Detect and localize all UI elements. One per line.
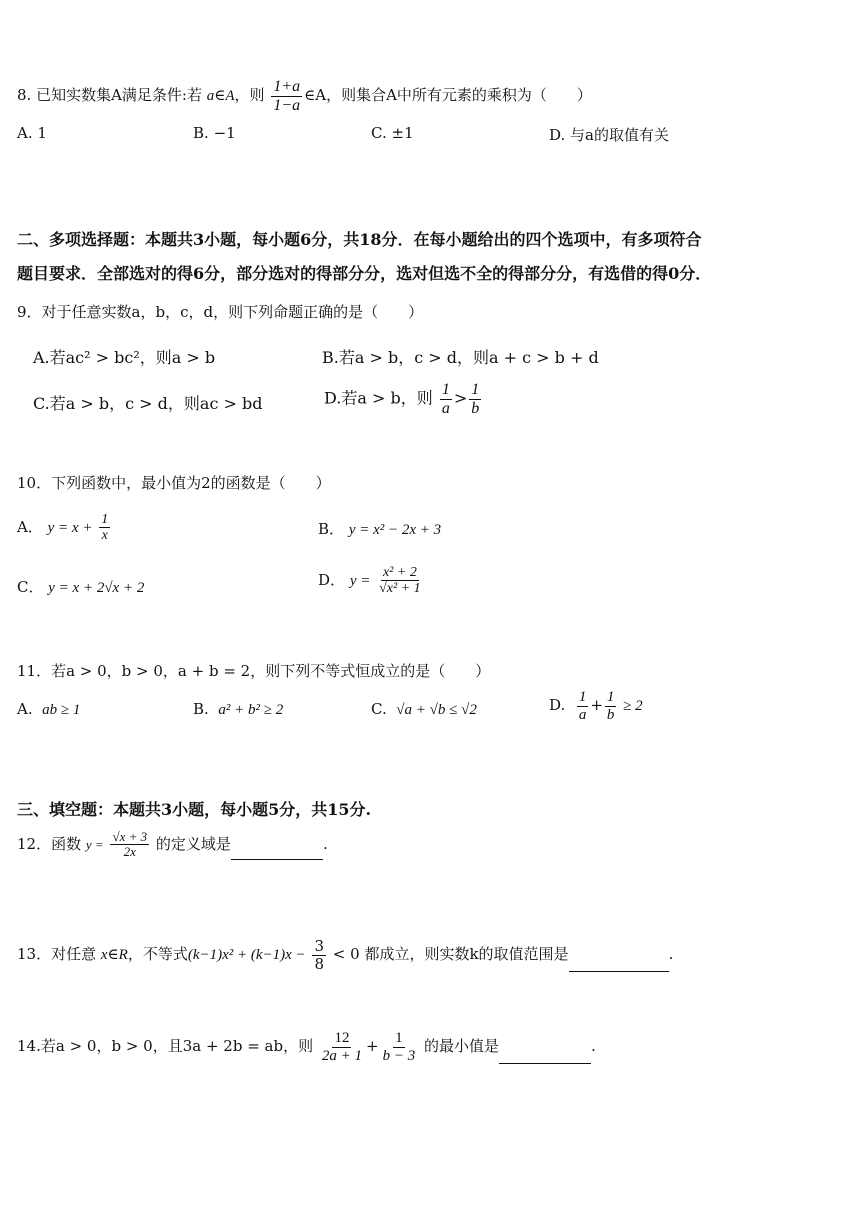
q11-stem: 11．若a > 0，b > 0，a + b = 2，则下列不等式恒成立的是（ ） xyxy=(17,662,491,680)
q12-suffix: 的定义域是 xyxy=(155,834,231,853)
option-text: 若a > b，则 xyxy=(341,388,433,408)
denominator: 2x xyxy=(123,844,136,860)
option-label: B． xyxy=(318,520,345,538)
option-text: 1 xyxy=(37,124,47,142)
q8-fraction-denominator: 1−a xyxy=(273,96,301,114)
q8-stem-text-2: ，则 xyxy=(234,86,265,105)
q8-option-c xyxy=(371,124,414,142)
q12-answer-blank[interactable] xyxy=(231,859,323,860)
option-label: C. xyxy=(371,700,387,718)
option-text: 若a > b，c > d，则ac > bd xyxy=(49,394,263,413)
q11-d-fraction-1 xyxy=(577,689,589,723)
q14-prefix: 14.若a > 0，b > 0，且3a + 2b = ab，则 xyxy=(17,1037,314,1055)
section2-heading-line2: 题目要求．全部选对的得6分，部分选对的得部分分，选对但选不全的得部分分，有选借的得0分． xyxy=(17,264,712,283)
option-text: ab ≥ 1 xyxy=(42,702,81,718)
q8-number: 8. xyxy=(17,86,32,105)
numerator: 3 xyxy=(314,937,325,955)
option-label: C. xyxy=(371,124,387,142)
denominator: a xyxy=(441,399,450,417)
option-label: D. xyxy=(324,388,342,408)
option-text: y = x² − 2x + 3 xyxy=(348,522,442,538)
q8-stem xyxy=(17,78,592,114)
numerator: 12 xyxy=(334,1030,350,1046)
q13-prefix: 13．对任意 xyxy=(17,945,97,963)
numerator: 1 xyxy=(578,689,587,705)
q13-condition: x∈R xyxy=(100,947,128,963)
q8-option-b xyxy=(193,124,236,142)
q9-d-fraction-2 xyxy=(469,381,481,417)
denominator: x xyxy=(101,528,108,544)
option-text: ≥ 2 xyxy=(623,698,643,714)
q9-stem: 9．对于任意实数a，b，c，d，则下列命题正确的是（ ） xyxy=(17,303,424,321)
q11-option-c xyxy=(371,700,477,719)
q8-stem-text-3: ∈A，则集合A中所有元素的乘积为（ ） xyxy=(304,86,592,105)
option-label: A. xyxy=(17,124,33,142)
q13-end: . xyxy=(668,945,674,963)
option-label: C. xyxy=(33,394,50,413)
q9-option-a xyxy=(33,345,215,368)
q14 xyxy=(17,1030,596,1064)
option-label: A. xyxy=(17,700,33,718)
section3-heading: 三、填空题：本题共3小题，每小题5分，共15分. xyxy=(17,800,372,819)
q13-expression-end: < 0 xyxy=(332,945,360,963)
denominator: 2a + 1 xyxy=(321,1047,362,1064)
q8-stem-text: 已知实数集A满足条件:若 xyxy=(36,86,202,105)
option-label: C． xyxy=(17,578,44,596)
option-label: B. xyxy=(322,348,339,367)
option-text: 若a > b，c > d，则a + c > b + d xyxy=(338,348,599,367)
denominator: 8 xyxy=(314,954,325,973)
denominator: b xyxy=(606,706,615,723)
q11-option-b xyxy=(193,700,283,719)
q9-option-c xyxy=(33,391,262,414)
option-text: y = x + xyxy=(47,519,93,536)
numerator: 1 xyxy=(101,512,109,527)
q13-suffix: 都成立，则实数k的取值范围是 xyxy=(364,945,569,963)
option-text: a² + b² ≥ 2 xyxy=(218,702,284,718)
option-label: A. xyxy=(33,348,50,367)
option-label: D． xyxy=(318,570,346,589)
option-label: B. xyxy=(193,700,209,718)
numerator: x² + 2 xyxy=(382,565,417,580)
denominator: b xyxy=(471,399,480,417)
numerator: 1 xyxy=(395,1030,403,1046)
q10-option-a xyxy=(17,512,112,544)
q10-d-fraction xyxy=(377,565,423,597)
numerator: 1 xyxy=(471,381,480,398)
numerator: 1 xyxy=(441,381,450,398)
option-label: D. xyxy=(549,696,566,714)
q9-d-fraction-1 xyxy=(440,381,452,417)
denominator: √x² + 1 xyxy=(379,581,421,597)
q14-suffix: 的最小值是 xyxy=(423,1037,499,1055)
q12-fraction xyxy=(110,830,149,860)
q11-d-fraction-2 xyxy=(605,689,617,723)
q11-option-a xyxy=(17,700,80,719)
q10-stem: 10．下列函数中，最小值为2的函数是（ ） xyxy=(17,474,331,492)
q13-expression: (k−1)x² + (k−1)x − xyxy=(187,947,306,963)
option-text: 若ac² > bc²，则a > b xyxy=(49,348,216,367)
q10-a-fraction xyxy=(99,512,110,544)
q8-fraction xyxy=(271,78,302,114)
q12-prefix: 12．函数 xyxy=(17,834,82,853)
q9-option-b xyxy=(322,345,599,368)
q9-option-d: D.若a > b，则 $\frac{1}{a}$ > $\frac{1}{b}$ xyxy=(324,381,480,417)
option-label: A． xyxy=(17,517,43,536)
denominator: b − 3 xyxy=(382,1047,416,1064)
option-text: √a + √b ≤ √2 xyxy=(396,702,477,718)
q12-function: y = xyxy=(85,836,104,852)
q8-fraction-numerator: 1+a xyxy=(273,78,301,95)
numerator: √x + 3 xyxy=(112,829,148,844)
q10-option-c xyxy=(17,576,144,597)
q14-fraction-1 xyxy=(320,1030,364,1064)
option-text: y = x + 2√x + 2 xyxy=(48,580,145,596)
q13-fraction xyxy=(312,938,326,972)
q14-answer-blank[interactable] xyxy=(499,1063,591,1064)
q8-condition: a∈A xyxy=(206,88,235,105)
q13 xyxy=(17,938,673,972)
q10-option-b xyxy=(318,518,441,539)
option-label: D. xyxy=(549,126,566,144)
q12 xyxy=(17,830,328,860)
option-text: 与a的取值有关 xyxy=(570,126,669,144)
q10-option-d xyxy=(318,565,425,597)
q12-end: . xyxy=(322,834,328,853)
denominator: a xyxy=(578,706,587,723)
q14-plus: + xyxy=(366,1037,379,1055)
section2-heading-line1: 二、多项选择题：本题共3小题，每小题6分，共18分．在每小题给出的四个选项中，有多项符合 xyxy=(17,230,702,249)
option-text: −1 xyxy=(213,124,236,142)
q14-end: . xyxy=(591,1037,596,1055)
q8-option-a xyxy=(17,124,47,142)
q13-mid: ，不等式 xyxy=(127,945,188,963)
numerator: 1 xyxy=(606,689,615,705)
option-label: B. xyxy=(193,124,209,142)
q13-answer-blank[interactable] xyxy=(569,971,669,972)
option-text: y = xyxy=(349,572,371,589)
option-text: ±1 xyxy=(391,124,414,142)
q14-fraction-2 xyxy=(381,1030,418,1064)
q8-option-d xyxy=(549,124,669,145)
q11-option-d: D. $\frac{1}{a}$ + $\frac{1}{b}$ ≥ 2 xyxy=(549,689,643,723)
